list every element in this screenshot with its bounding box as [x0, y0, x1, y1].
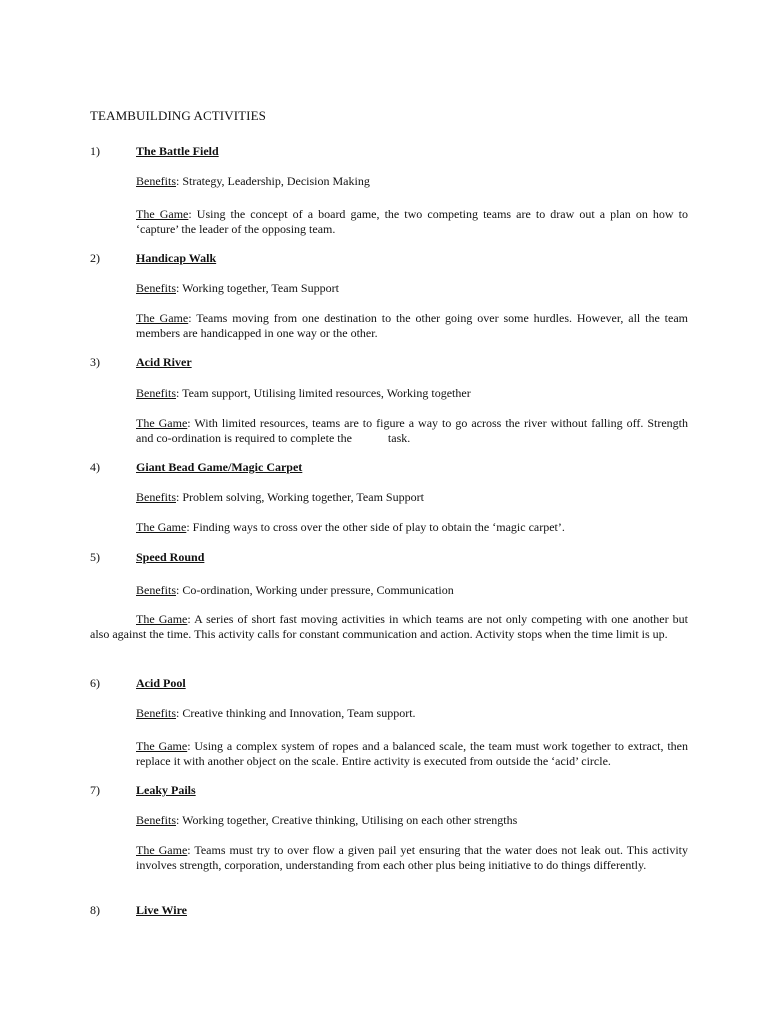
item-benefits: [136, 813, 688, 828]
benefits-label: Benefits: [136, 490, 176, 504]
item-number: 4): [90, 460, 100, 474]
item-benefits: [136, 706, 688, 721]
item-number: 7): [90, 783, 100, 797]
item-number: 5): [90, 550, 100, 564]
item-game: [136, 843, 688, 873]
game-text: : Using a complex system of ropes and a balanced scale, the team must work together to extract, then replace it with another object on the scale. Entire activity is executed from outside the ‘acid’ circle.: [136, 739, 688, 768]
game-text: : Teams must try to over flow a given pail yet ensuring that the water does not leak out. This activity involves strength, corporation, understanding from each other plus being initiative to do things differently.: [136, 843, 688, 872]
item-number: 2): [90, 251, 100, 265]
item-benefits: [136, 583, 688, 598]
benefits-text: : Working together, Creative thinking, Utilising on each other strengths: [176, 813, 518, 827]
game-label: The Game: [136, 416, 188, 430]
game-label: The Game: [136, 311, 189, 325]
benefits-label: Benefits: [136, 386, 176, 400]
benefits-label: Benefits: [136, 281, 176, 295]
game-text: : Finding ways to cross over the other side of play to obtain the ‘magic carpet’.: [186, 520, 565, 534]
game-label: The Game: [136, 843, 188, 857]
benefits-text: : Strategy, Leadership, Decision Making: [176, 174, 370, 188]
item-number: 3): [90, 355, 100, 369]
item-benefits: [136, 386, 688, 401]
benefits-text: : Team support, Utilising limited resources, Working together: [176, 386, 471, 400]
benefits-text: : Problem solving, Working together, Team Support: [176, 490, 424, 504]
item-game: [136, 520, 688, 535]
item-benefits: [136, 281, 688, 296]
item-number: 8): [90, 903, 100, 917]
page-title: TEAMBUILDING ACTIVITIES: [90, 108, 266, 123]
game-text: : With limited resources, teams are to figure a way to go across the river without falling off. Strength and co-ordination is required to complete the task.: [136, 416, 691, 445]
item-game: [136, 207, 688, 237]
item-heading: The Battle Field: [136, 144, 219, 158]
item-game: [136, 311, 688, 341]
benefits-label: Benefits: [136, 583, 176, 597]
item-heading: Leaky Pails: [136, 783, 196, 797]
item-number: 1): [90, 144, 100, 158]
benefits-label: Benefits: [136, 706, 176, 720]
game-text: : A series of short fast moving activities in which teams are not only competing with one another but also against the time. This activity calls for constant communication and action. Activity stops when the time limit is up.: [90, 612, 689, 641]
benefits-text: : Co-ordination, Working under pressure, Communication: [176, 583, 454, 597]
game-label: The Game: [136, 739, 188, 753]
item-game: [136, 416, 691, 446]
benefits-label: Benefits: [136, 813, 176, 827]
item-benefits: [136, 490, 688, 505]
item-game: [90, 612, 688, 642]
benefits-label: Benefits: [136, 174, 176, 188]
item-heading: Speed Round: [136, 550, 205, 564]
game-label: The Game: [136, 520, 187, 534]
item-heading: Acid Pool: [136, 676, 186, 690]
item-heading: Handicap Walk: [136, 251, 217, 265]
game-text: : Teams moving from one destination to the other going over some hurdles. However, all the team members are handicapped in one way or the other.: [136, 311, 689, 340]
game-label: The Game: [136, 207, 189, 221]
benefits-text: : Working together, Team Support: [176, 281, 339, 295]
game-text: : Using the concept of a board game, the two competing teams are to draw out a plan on how to ‘capture’ the leader of the opposing team.: [136, 207, 689, 236]
benefits-text: : Creative thinking and Innovation, Team support.: [176, 706, 416, 720]
item-benefits: [136, 174, 688, 189]
item-heading: Giant Bead Game/Magic Carpet: [136, 460, 303, 474]
item-heading: Acid River: [136, 355, 192, 369]
item-game: [136, 739, 688, 769]
game-label: The Game: [136, 612, 188, 626]
item-number: 6): [90, 676, 100, 690]
item-heading: Live Wire: [136, 903, 187, 917]
